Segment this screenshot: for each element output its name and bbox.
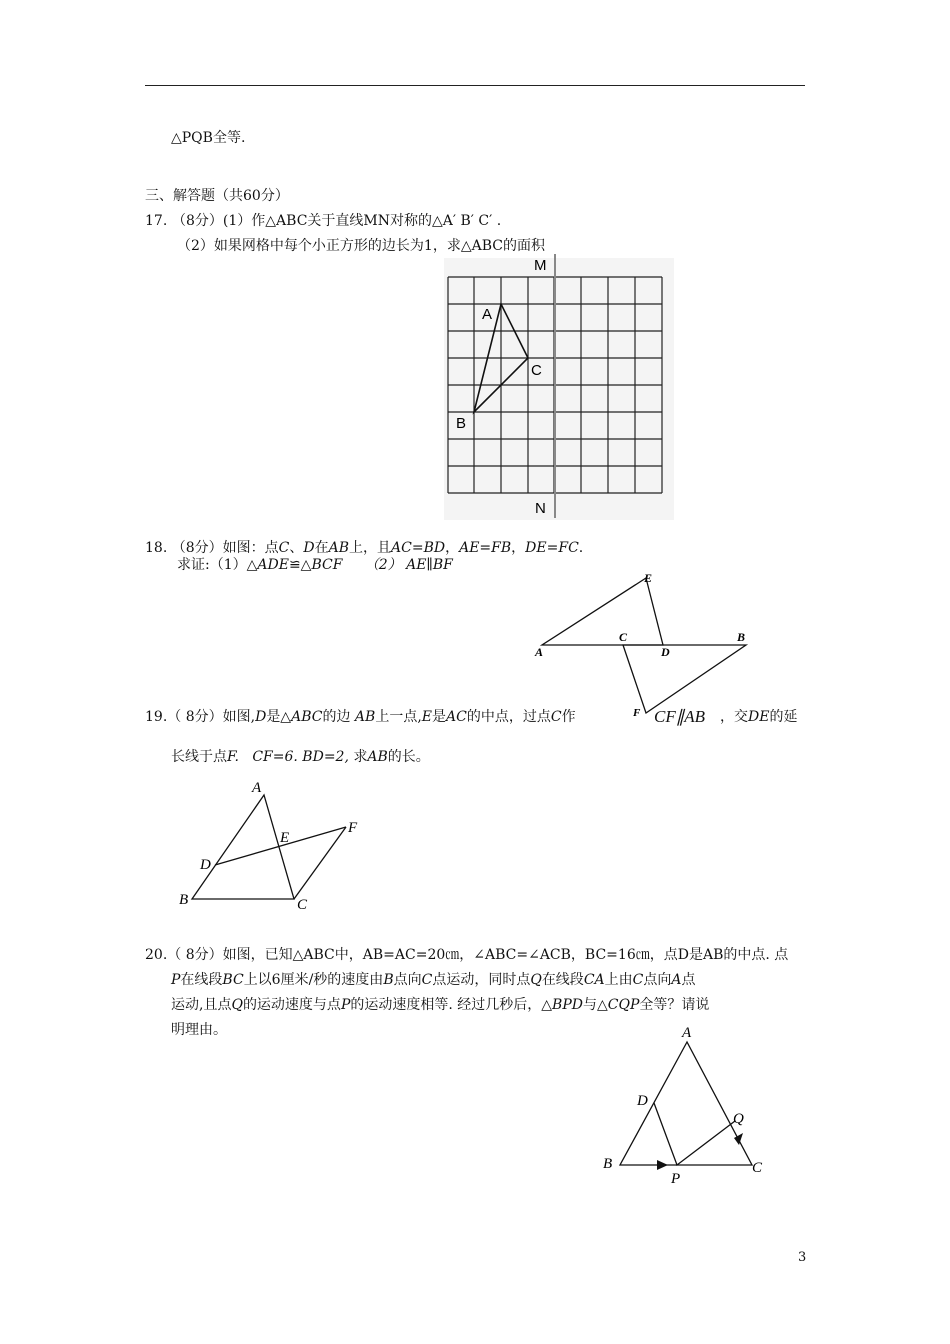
q20-b6: BPD [552, 997, 583, 1013]
q18-p1: 求证:（1）△ [177, 557, 258, 573]
q19-p5: AB [367, 749, 388, 765]
q19-line2 [171, 747, 430, 767]
q18-t8: AC [391, 540, 412, 556]
q18-t7: 上，且 [349, 540, 391, 556]
triangle-ade [542, 578, 663, 645]
q19-t1: （ 8分）如图, [167, 709, 256, 725]
q20-b8: CQP [607, 997, 640, 1013]
q18-p4: BCF [311, 557, 343, 573]
q17-number: 17. [145, 213, 168, 229]
label-b: B [737, 630, 746, 644]
q18-t15: ， [511, 540, 526, 556]
q18-line2 [177, 555, 453, 575]
q19-t16: 的延 [769, 709, 798, 725]
label-a: A [682, 1025, 692, 1041]
label-a: A [252, 780, 262, 796]
q20-b5: 的运动速度相等. 经过几秒后，△ [350, 997, 553, 1013]
q18-t16: DE [525, 540, 547, 556]
q19-t15: DE [748, 709, 770, 725]
q20-a3: BC [222, 972, 244, 988]
label-d: D [637, 1093, 648, 1109]
label-f: F [348, 820, 358, 836]
label-b: B [456, 415, 467, 432]
q19-t8: E [421, 709, 433, 725]
q18-t3: 、 [289, 540, 304, 556]
q19-p3: CF=6. BD=2, [252, 749, 349, 765]
q20-b3: 的运动速度与点 [242, 997, 341, 1013]
q19-t3: 是△ [266, 709, 292, 725]
q20-b9: 全等？请说 [639, 997, 710, 1013]
label-b: B [603, 1156, 613, 1172]
label-e: E [644, 571, 653, 585]
q18-t19: . [578, 540, 584, 556]
label-a: A [535, 645, 544, 659]
q20-figure [595, 1020, 775, 1190]
q20-b2: Q [231, 997, 243, 1013]
q20-a10: 在线段 [541, 972, 584, 988]
q20-a11: CA [583, 972, 605, 988]
segment-cf [294, 827, 346, 899]
q18-t1: （8分）如图：点 [171, 540, 279, 556]
q18-t13: = [479, 540, 492, 556]
label-b: B [179, 892, 189, 908]
q18-t12: AE [459, 540, 480, 556]
q20-b7: 与△ [582, 997, 608, 1013]
section-title: 三、解答题（共60分） [145, 188, 289, 204]
label-c: C [752, 1160, 763, 1176]
q19-line1-end [720, 707, 797, 727]
label-c: C [297, 897, 308, 913]
q20-a2: 在线段 [180, 972, 223, 988]
q18-p6: AE [406, 557, 427, 573]
page-number: 3 [798, 1250, 807, 1265]
q19-t14: ，交 [720, 709, 748, 725]
q20-a9: Q [530, 972, 542, 988]
q20-number: 20. [145, 947, 168, 963]
q19-p4: 求 [353, 749, 368, 765]
q19-p1: 长线于点 [171, 749, 227, 765]
arrow-bc [657, 1160, 668, 1170]
q19-t7: 上一点, [375, 709, 422, 725]
q19-t9: 是 [432, 709, 447, 725]
q19-number: 19. [145, 709, 168, 725]
q19-t13: 作 [561, 709, 576, 725]
q18-t5: 在 [314, 540, 329, 556]
q18-t2: C [278, 540, 290, 556]
label-d: D [200, 857, 211, 873]
q19-t6: AB [354, 709, 376, 725]
q20-a15: A [671, 972, 682, 988]
q19-t10: AC [446, 709, 467, 725]
q18-t9: = [411, 540, 424, 556]
q20-line4: 明理由。 [171, 1022, 227, 1038]
label-q: Q [733, 1111, 744, 1127]
q19-t11: 的中点，过点 [466, 709, 551, 725]
polyline-dpq [654, 1103, 735, 1165]
q19-t2: D [255, 709, 267, 725]
q20-b1: 运动,且点 [171, 997, 232, 1013]
header-rule [145, 85, 805, 86]
q19-figure [170, 770, 370, 915]
q17-line2: （2）如果网格中每个小正方形的边长为1，求△ABC的面积 [177, 238, 545, 254]
q20-a14: 点向 [643, 972, 672, 988]
q18-number: 18. [145, 540, 168, 556]
q18-figure [525, 568, 765, 718]
q18-p7: ∥ [426, 557, 433, 573]
label-c: C [531, 362, 542, 379]
q19-t12: C [550, 709, 562, 725]
q20-a5: B [383, 972, 394, 988]
q19-p2: F. [227, 749, 239, 765]
q18-t14: FB [491, 540, 512, 556]
q20-line2 [171, 970, 695, 990]
q19-formula: CF∥AB [654, 707, 705, 726]
label-p: P [671, 1171, 681, 1187]
carry-over-text: △PQB全等. [171, 130, 246, 146]
q17-line1: （8分）(1）作△ABC关于直线MN对称的△A′ B′ C′ . [172, 213, 502, 229]
label-f: F [633, 707, 641, 718]
q18-t4: D [303, 540, 315, 556]
q18-t11: ， [445, 540, 460, 556]
q20-a16: 点 [681, 972, 696, 988]
label-e: E [280, 830, 290, 846]
label-c: C [619, 630, 628, 644]
q18-p2: ADE [257, 557, 289, 573]
label-d: D [661, 645, 670, 659]
q19-p6: 的长。 [387, 749, 430, 765]
q18-p3: ≌△ [288, 557, 312, 573]
q19-t4: ABC [291, 709, 323, 725]
label-m: M [534, 257, 547, 274]
q20-a6: 点向 [393, 972, 422, 988]
q20-a13: C [632, 972, 644, 988]
q20-a1: P [171, 972, 181, 988]
q20-a12: 上由 [604, 972, 633, 988]
q20-line3 [171, 995, 709, 1015]
q18-t17: = [546, 540, 559, 556]
q19-line1 [145, 707, 576, 727]
q20-t1: （ 8分）如图，已知△ABC中，AB=AC=20㎝，∠ABC=∠ACB，BC=16㎝，点D是AB的中点. 点 [167, 947, 789, 963]
label-a: A [482, 306, 493, 323]
label-n: N [535, 500, 546, 517]
q20-a8: 点运动，同时点 [432, 972, 531, 988]
triangle-bcf [623, 645, 746, 713]
q18-t18: FC [558, 540, 579, 556]
q18-p5: （2） [364, 557, 402, 573]
q20-b4: P [340, 997, 351, 1013]
q20-a4: 上以6厘米/秒的速度由 [243, 972, 384, 988]
q20-a7: C [421, 972, 433, 988]
q20-line1 [145, 945, 788, 965]
q18-t10: BD [423, 540, 446, 556]
q18-t6: AB [328, 540, 349, 556]
q17-grid-figure [430, 250, 680, 525]
q19-t5: 的边 [322, 709, 351, 725]
q18-p8: BF [432, 557, 453, 573]
